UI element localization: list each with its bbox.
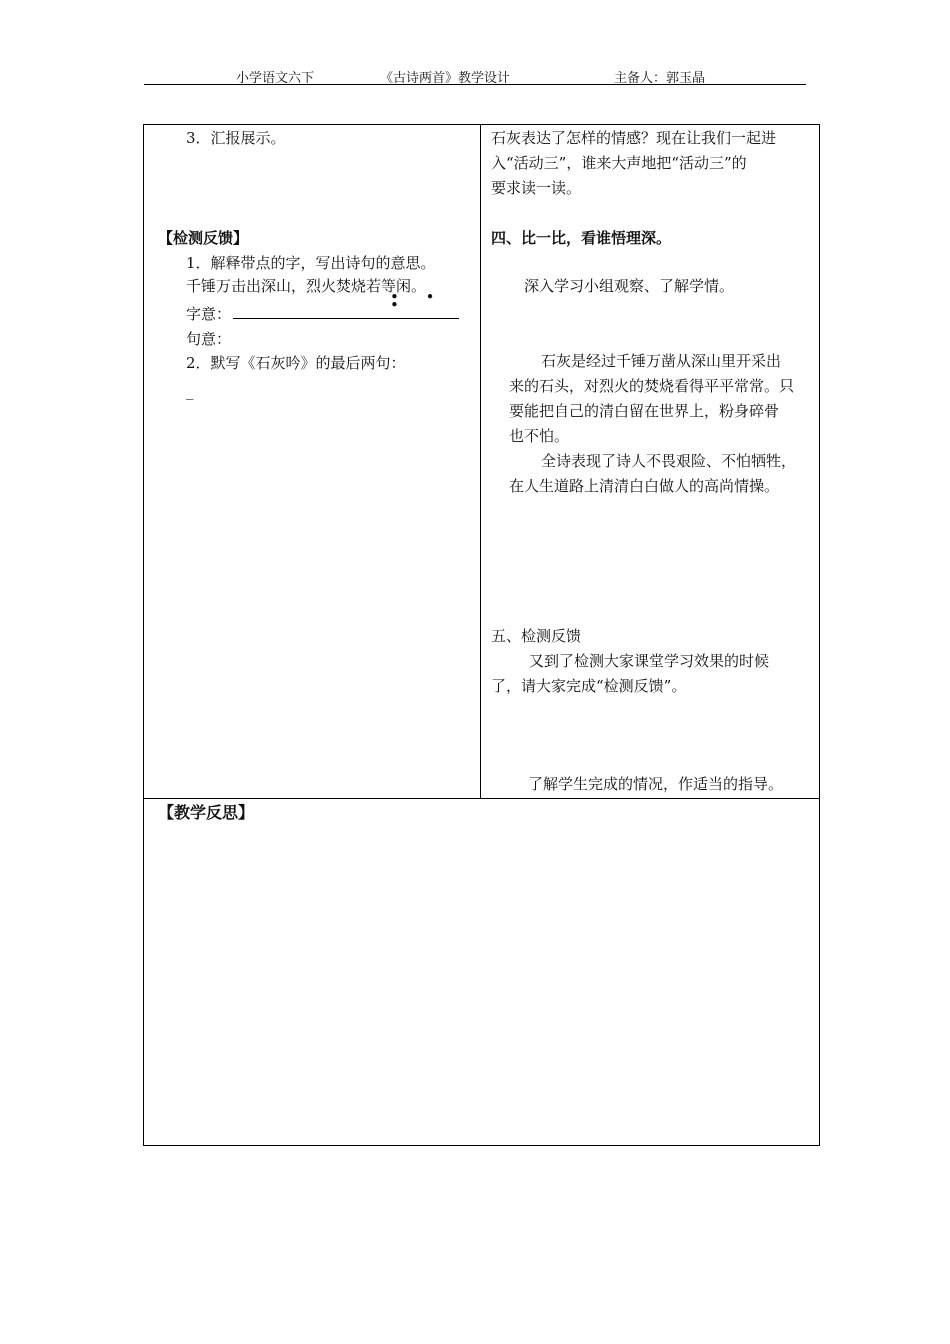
intro-line-3: 要求读一读。 xyxy=(491,179,582,197)
question-1: 1．解释带点的字，写出诗句的意思。 xyxy=(186,254,436,272)
explain-line-1: 石灰是经过千锤万凿从深山里开采出 xyxy=(541,352,782,370)
header-subject: 小学语文六下 xyxy=(236,71,315,86)
header-title: 《古诗两首》教学设计 xyxy=(380,71,511,86)
summary-line-1: 全诗表现了诗人不畏艰险、不怕牺牲， xyxy=(541,452,797,470)
guide-text: 了解学生完成的情况，作适当的指导。 xyxy=(528,775,784,793)
question-2-blank[interactable]: _ xyxy=(186,382,194,400)
summary-line-2: 在人生道路上清清白白做人的高尚情操。 xyxy=(509,477,780,495)
section-5-line-1: 又到了检测大家课堂学习效果的时候 xyxy=(529,652,770,670)
explain-line-2: 来的石头，对烈火的焚烧看得平平常常。只 xyxy=(509,377,795,395)
lesson-plan-table xyxy=(143,124,820,1146)
reflection-heading: 【教学反思】 xyxy=(158,803,255,822)
question-2: 2．默写《石灰吟》的最后两句： xyxy=(186,354,406,372)
sentence-meaning-label: 句意： xyxy=(186,330,232,348)
page-header xyxy=(144,66,806,85)
header-author: 主备人：郭玉晶 xyxy=(614,71,706,86)
reflection-row xyxy=(144,798,819,1145)
intro-line-1: 石灰表达了怎样的情感？现在让我们一起进 xyxy=(491,129,777,147)
section-4-heading: 四、比一比，看谁悟理深。 xyxy=(491,229,672,247)
emphasis-dots: • • • xyxy=(390,288,446,314)
feedback-heading: 【检测反馈】 xyxy=(158,229,249,247)
word-meaning-row xyxy=(186,302,459,327)
student-activity-column xyxy=(144,125,481,798)
word-meaning-label: 字意： xyxy=(186,305,232,323)
poem-line: 千锤万击出深山，烈火焚烧若等闲。 xyxy=(186,277,427,295)
word-meaning-blank[interactable] xyxy=(233,304,459,319)
teacher-activity-column xyxy=(481,125,819,798)
intro-line-2: 入“活动三”，谁来大声地把“活动三”的 xyxy=(491,154,747,172)
section-5-heading: 五、检测反馈 xyxy=(491,627,582,645)
step3-text: 3．汇报展示。 xyxy=(186,129,286,147)
explain-line-4: 也不怕。 xyxy=(509,427,570,445)
explain-line-3: 要能把自己的清白留在世界上，粉身碎骨 xyxy=(509,402,780,420)
section-5-line-2: 了，请大家完成“检测反馈”。 xyxy=(491,677,687,695)
observe-text: 深入学习小组观察、了解学情。 xyxy=(524,277,735,295)
